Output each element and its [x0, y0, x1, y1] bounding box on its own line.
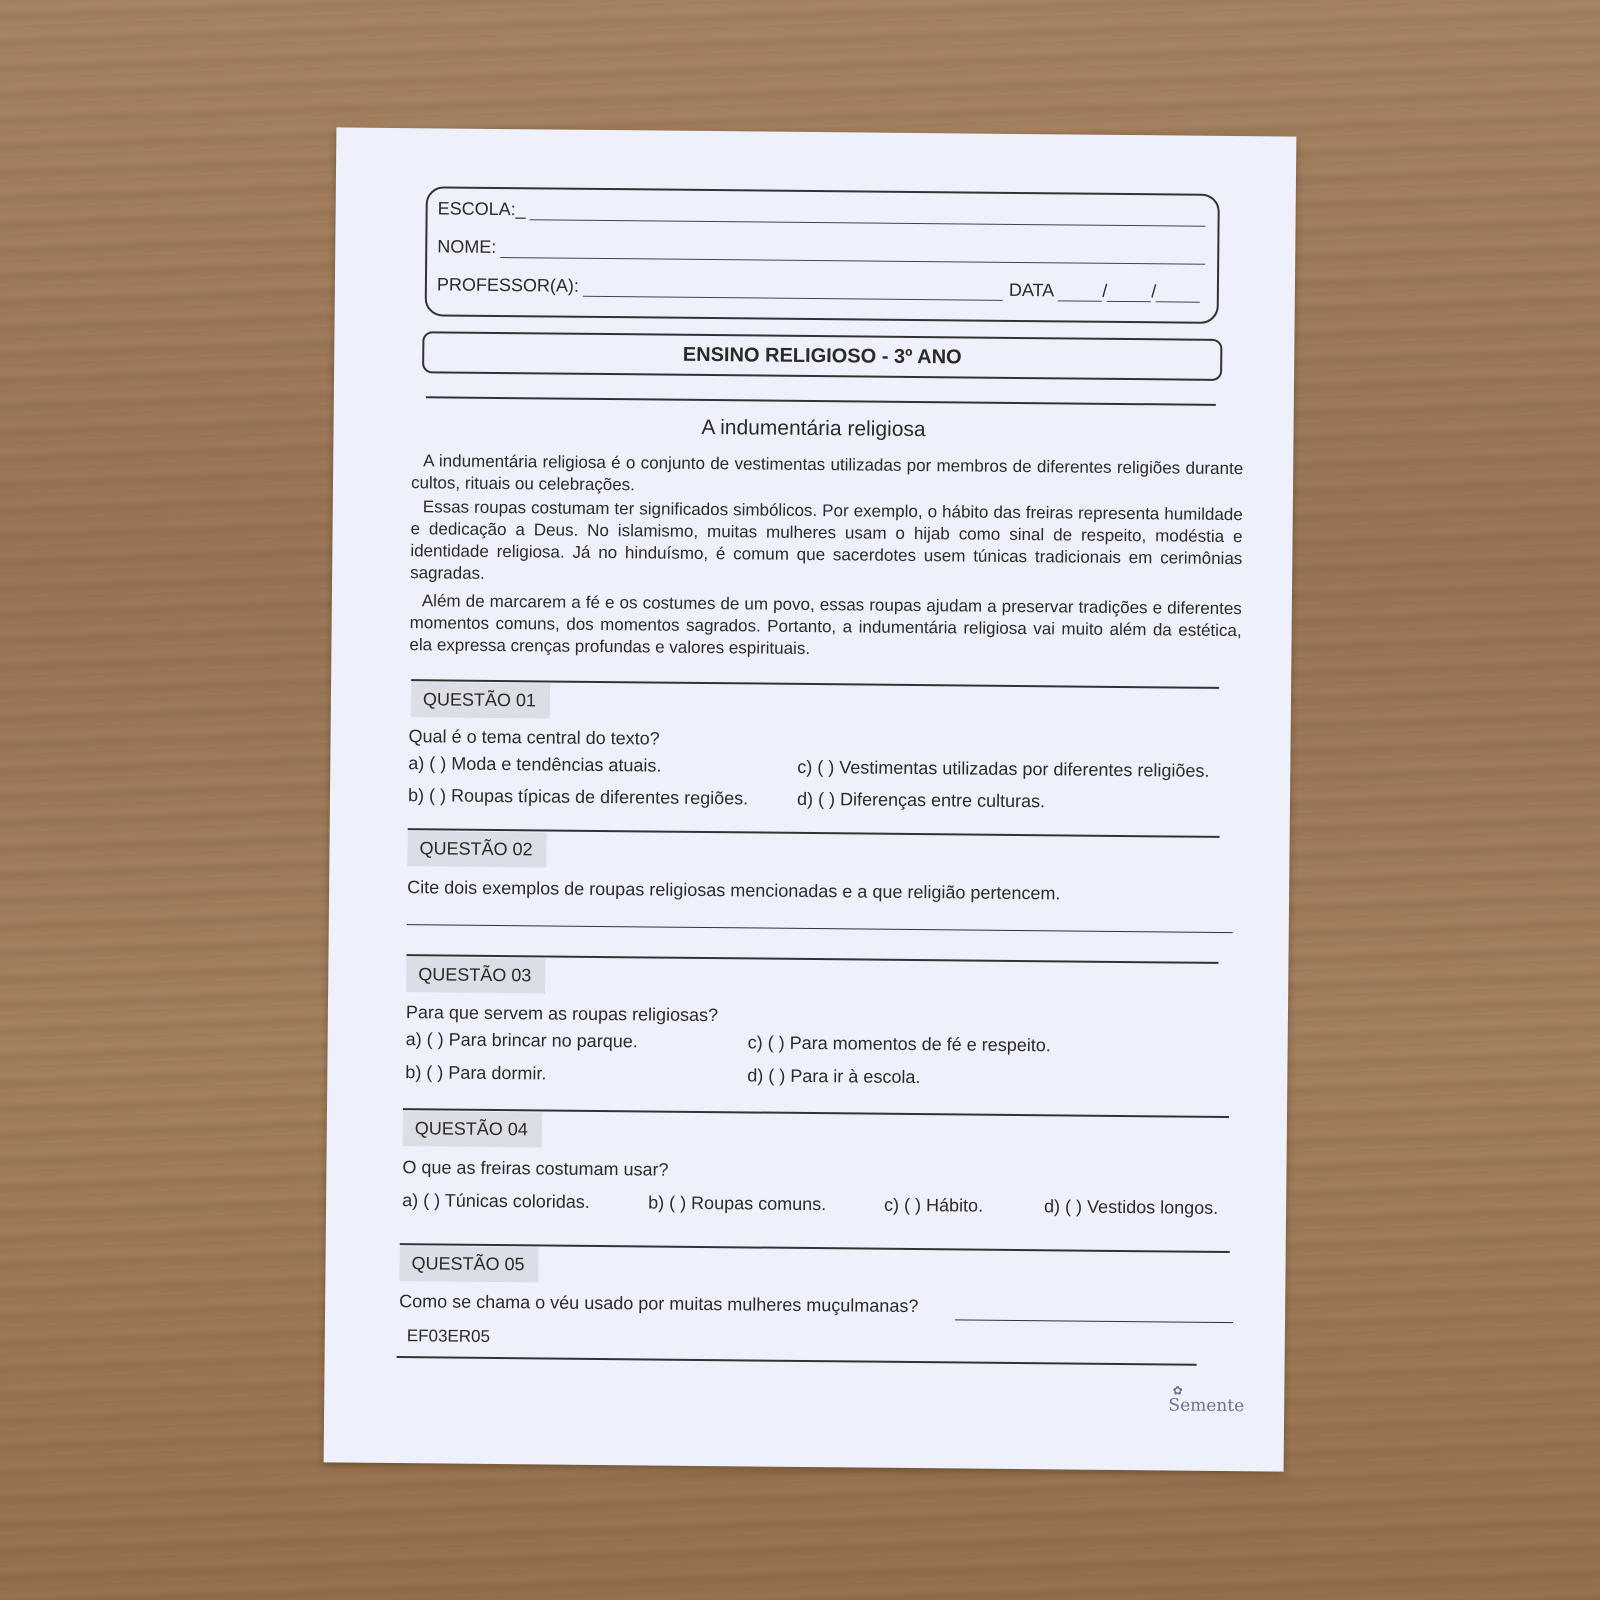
teacher-label: PROFESSOR(A):	[436, 274, 580, 296]
question-2-label: QUESTÃO 02	[407, 831, 546, 867]
divider	[426, 396, 1216, 406]
date-year-line[interactable]	[1156, 285, 1200, 302]
text-heading: A indumentária religiosa	[701, 415, 926, 442]
question-5-prompt: Como se chama o véu usado por muitas mulheres muçulmanas?	[399, 1291, 919, 1317]
name-label: NOME:	[437, 236, 497, 257]
date-day-line[interactable]	[1058, 284, 1102, 301]
question-1-option-b[interactable]: b) ( ) Roupas típicas de diferentes regiões.	[407, 785, 749, 809]
text-paragraph-3: Além de marcarem a fé e os costumes de um povo, essas roupas ajudam a preservar tradições e diferentes momentos comuns, dos momentos sagrados. Portanto, a indumentária religiosa vai muito além da estética, ela expressa crenças profundas e valores espirituais.	[409, 591, 1242, 658]
name-line[interactable]	[500, 241, 1205, 265]
teacher-row	[437, 274, 1205, 302]
question-3-option-d[interactable]: d) ( ) Para ir à escola.	[747, 1065, 921, 1088]
date-month-line[interactable]	[1107, 285, 1151, 302]
footer-rule	[397, 1356, 1197, 1366]
question-4-option-b[interactable]: b) ( ) Roupas comuns.	[648, 1192, 827, 1215]
question-4-option-d[interactable]: d) ( ) Vestidos longos.	[1044, 1196, 1219, 1218]
question-1-option-c[interactable]: c) ( ) Vestimentas utilizadas por diferentes religiões.	[797, 756, 1210, 781]
teacher-line[interactable]	[583, 280, 1003, 301]
question-5-label: QUESTÃO 05	[399, 1246, 538, 1282]
question-1-option-d[interactable]: d) ( ) Diferenças entre culturas.	[796, 788, 1046, 812]
answer-line[interactable]	[955, 1319, 1233, 1323]
question-2-prompt: Cite dois exemplos de roupas religiosas mencionadas e a que religião pertencem.	[407, 877, 1061, 904]
worksheet-page	[324, 127, 1297, 1471]
skill-code: EF03ER05	[406, 1326, 491, 1346]
question-1-option-a[interactable]: a) ( ) Moda e tendências atuais.	[408, 753, 662, 776]
leaf-icon: ✿	[1172, 1383, 1183, 1398]
name-row	[437, 236, 1205, 264]
question-4-label: QUESTÃO 04	[403, 1111, 542, 1147]
question-3-option-b[interactable]: b) ( ) Para dormir.	[405, 1062, 547, 1084]
question-4-option-a[interactable]: a) ( ) Túnicas coloridas.	[402, 1190, 590, 1212]
date-separator: /	[1102, 280, 1108, 301]
subject-title: ENSINO RELIGIOSO - 3º ANO	[422, 331, 1222, 381]
text-paragraph-1: A indumentária religiosa é o conjunto de vestimentas utilizadas por membros de diferentes religiões durante cultos, rituais ou celebrações.	[410, 451, 1244, 495]
date-label: DATA	[1008, 279, 1055, 301]
question-3-option-a[interactable]: a) ( ) Para brincar no parque.	[405, 1029, 638, 1052]
question-1-prompt: Qual é o tema central do texto?	[408, 726, 660, 749]
question-3-prompt: Para que servem as roupas religiosas?	[405, 1002, 719, 1026]
question-4-prompt: O que as freiras costumam usar?	[402, 1157, 669, 1180]
school-row	[438, 198, 1206, 226]
semente-logo: ✿ Semente	[1168, 1383, 1245, 1417]
question-3-label: QUESTÃO 03	[406, 957, 545, 993]
school-line[interactable]	[530, 203, 1206, 226]
text-paragraph-2: Essas roupas costumam ter significados simbólicos. Por exemplo, o hábito das freiras representa humildade e dedicação a Deus. No islamismo, muitas mulheres usam o hijab como sinal de respeito, modéstia e identidade religiosa. Já no hinduísmo, é comum que sacerdotes usem túnicas tradicionais em cerimônias sagradas.	[410, 497, 1243, 583]
question-3-option-c[interactable]: c) ( ) Para momentos de fé e respeito.	[747, 1032, 1051, 1056]
question-1-label: QUESTÃO 01	[411, 682, 550, 718]
date-separator: /	[1151, 281, 1157, 302]
answer-line[interactable]	[407, 924, 1233, 933]
school-label: ESCOLA:_	[437, 198, 526, 220]
question-4-option-c[interactable]: c) ( ) Hábito.	[884, 1194, 984, 1216]
student-info-box	[425, 186, 1220, 324]
